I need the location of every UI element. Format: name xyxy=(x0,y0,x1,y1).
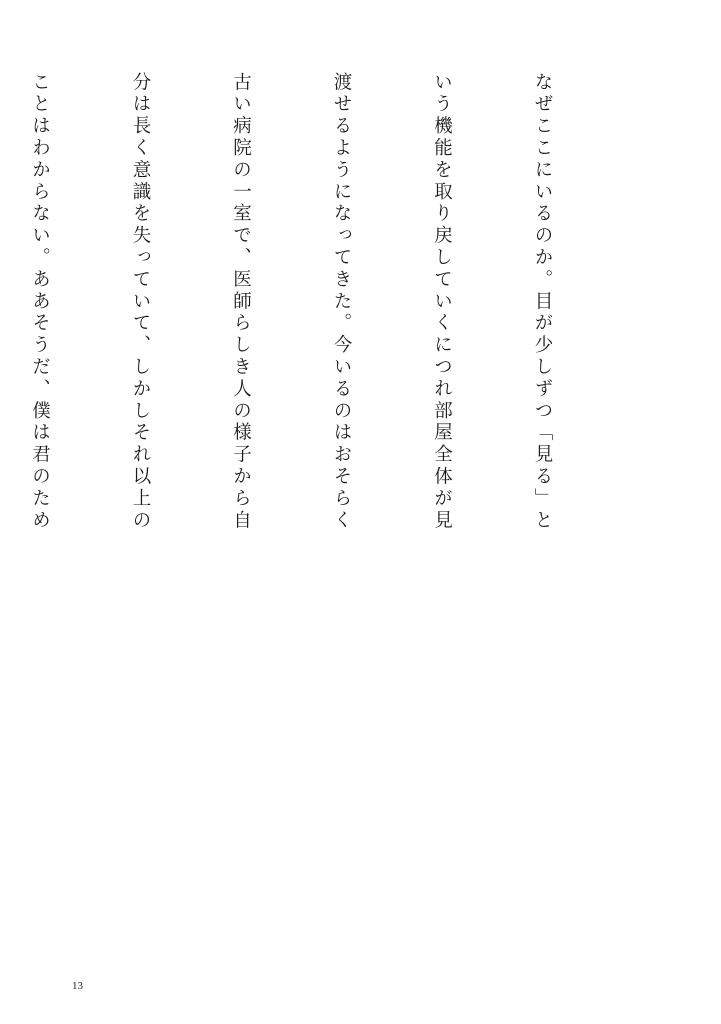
text-line: 古い病院の一室で、医師らしき人の様子から自 xyxy=(230,72,252,532)
vertical-text-body xyxy=(0,72,626,632)
page-number: 13 xyxy=(72,980,83,992)
text-line: なぜここにいるのか。目が少しずつ「見る」と xyxy=(532,72,553,532)
text-line: 分は長く意識を失っていて、しかしそれ以上の xyxy=(130,72,151,532)
text-line: ことはわからない。ああそうだ、僕は君のため xyxy=(29,72,51,532)
text-line: 渡せるようになってきた。今いるのはおそらく xyxy=(331,72,352,532)
text-line: いう機能を取り戻していくにつれ部屋全体が見 xyxy=(431,72,453,532)
